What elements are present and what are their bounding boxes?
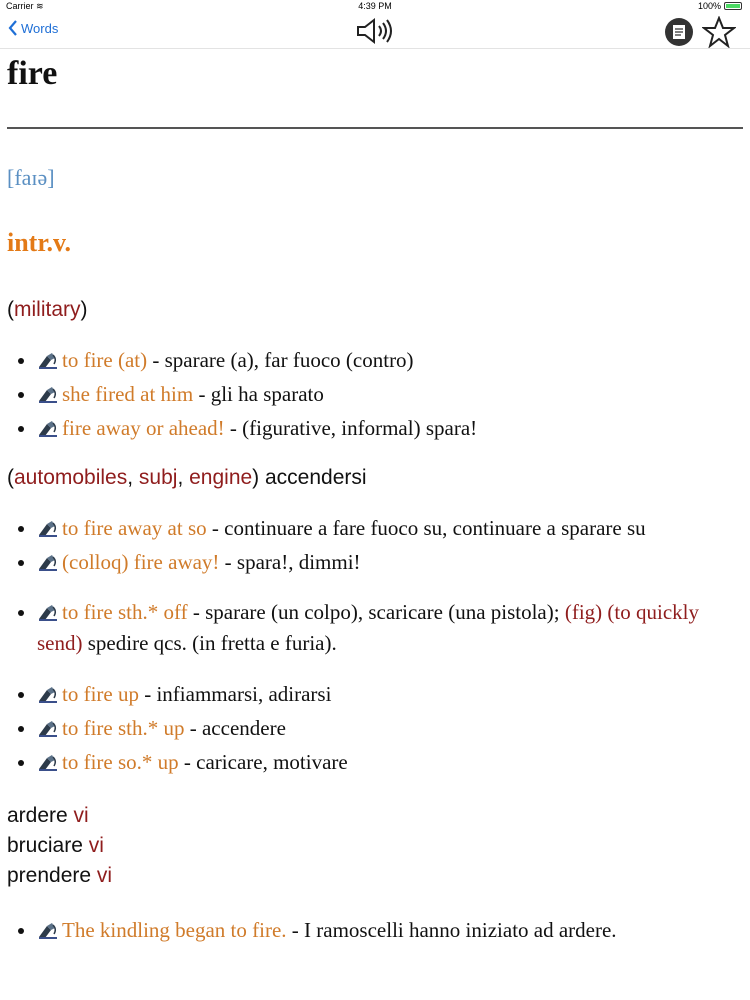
list-item: • to fire sth.* up - accendere xyxy=(37,711,747,745)
speak-icon[interactable] xyxy=(37,418,61,438)
speak-icon[interactable] xyxy=(37,552,61,572)
speak-icon[interactable] xyxy=(37,602,61,622)
carrier-label: Carrier ︎≋ xyxy=(6,1,44,11)
speak-icon[interactable] xyxy=(37,718,61,738)
translation-item: ardere vi xyxy=(7,804,89,827)
example-list xyxy=(7,343,747,445)
example-list xyxy=(7,511,747,579)
back-button[interactable] xyxy=(8,20,58,36)
list-item: • to fire so.* up - caricare, motivare xyxy=(37,745,747,779)
speak-icon[interactable] xyxy=(37,920,61,940)
divider xyxy=(7,127,743,129)
list-item: • to fire up - infiammarsi, adirarsi xyxy=(37,677,747,711)
battery-indicator: 100% xyxy=(698,1,742,11)
speak-icon[interactable] xyxy=(37,350,61,370)
chevron-left-icon xyxy=(8,20,18,36)
list-item: • to fire sth.* off - sparare (un colpo), scaricare (una pistola); (fig) (to quickly send) spedire qcs. (in fretta e furia). xyxy=(37,597,747,659)
speak-icon[interactable] xyxy=(37,684,61,704)
speak-icon[interactable] xyxy=(37,752,61,772)
speaker-icon[interactable] xyxy=(355,16,395,46)
speak-icon[interactable] xyxy=(37,518,61,538)
definition-content xyxy=(7,295,747,965)
list-item: • The kindling began to fire. - I ramoscelli hanno iniziato ad ardere. xyxy=(37,913,747,947)
example-list xyxy=(7,597,747,659)
part-of-speech: intr.v. xyxy=(7,228,72,257)
back-label: Words xyxy=(21,20,59,36)
star-icon[interactable] xyxy=(702,16,736,48)
translation-item: prendere vi xyxy=(7,864,113,887)
notes-icon[interactable] xyxy=(664,17,694,47)
status-bar xyxy=(0,0,750,14)
nav-bar xyxy=(0,14,750,49)
list-item: • (colloq) fire away! - spara!, dimmi! xyxy=(37,545,747,579)
example-list xyxy=(7,677,747,779)
list-item: • to fire away at so - continuare a fare fuoco su, continuare a sparare su xyxy=(37,511,747,545)
battery-icon xyxy=(724,2,742,10)
speak-icon[interactable] xyxy=(37,384,61,404)
sense-label: (automobiles, subj, engine) accendersi xyxy=(7,466,367,489)
translation-item: bruciare vi xyxy=(7,834,104,857)
list-item: • fire away or ahead! - (figurative, informal) spara! xyxy=(37,411,747,445)
example-list xyxy=(7,913,747,947)
translations xyxy=(7,801,747,891)
sense-label: (military) xyxy=(7,298,88,321)
clock: 4:39 PM xyxy=(358,1,392,11)
wifi-icon: ≋ xyxy=(36,1,44,11)
entry-word: fire xyxy=(7,55,58,92)
pronunciation: [faɪə] xyxy=(7,165,55,190)
list-item: • she fired at him - gli ha sparato xyxy=(37,377,747,411)
list-item: • to fire (at) - sparare (a), far fuoco (contro) xyxy=(37,343,747,377)
